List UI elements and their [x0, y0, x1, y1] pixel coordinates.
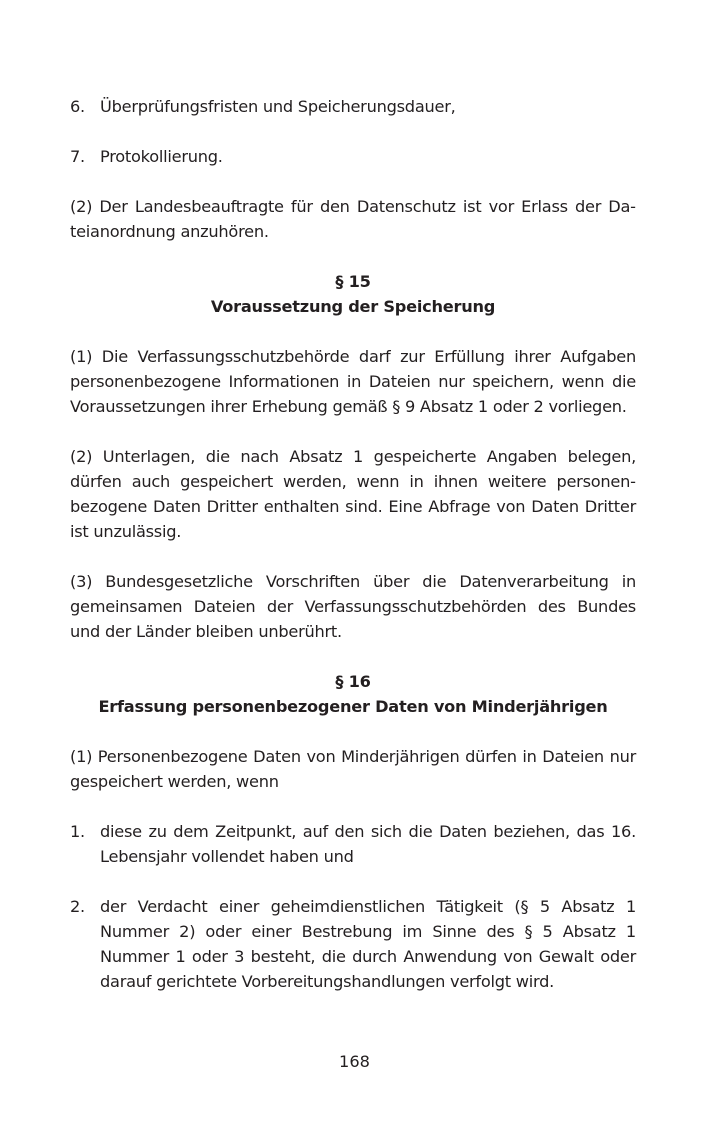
paragraph: (1) Die Verfassungsschutzbehörde darf zur Erfüllung ihrer Aufgaben personenbezogene Informationen in Dateien nur speichern, wenn die Voraussetzungen ihrer Erhebung gemäß § 9 Absatz 1 oder 2 vorliegen. — [70, 347, 636, 416]
list-item — [70, 94, 636, 119]
page-body — [70, 94, 636, 1019]
paragraph: (1) Personenbezogene Daten von Minderjährigen dürfen in Dateien nur gespeichert werden, wenn — [70, 747, 636, 791]
list-text: diese zu dem Zeitpunkt, auf den sich die Daten beziehen, das 16. Lebensjahr vollendet haben und — [100, 822, 636, 866]
list-item — [70, 894, 636, 994]
list-text: Protokollierung. — [100, 147, 223, 166]
list-item — [70, 819, 636, 869]
section-heading — [70, 269, 636, 319]
paragraph: (2) Der Landesbeauftragte für den Datenschutz ist vor Erlass der Dateianordnung anzuhören. — [70, 197, 636, 241]
list-text: der Verdacht einer geheimdienstlichen Tätigkeit (§ 5 Absatz 1 Nummer 2) oder einer Bestrebung im Sinne des § 5 Absatz 1 Nummer 1 oder 3 besteht, die durch Anwendung von Gewalt oder darauf gerichtete Vorbereitungshandlungen verfolgt wird. — [100, 897, 636, 991]
section-number: § 16 — [335, 672, 371, 691]
paragraph: (2) Unterlagen, die nach Absatz 1 gespeicherte Angaben belegen, dürfen auch gespeichert werden, wenn in ihnen weitere personenbezogene Daten Dritter enthalten sind. Eine Abfrage von Daten Dritter ist unzulässig. — [70, 447, 636, 541]
list-text: Überprüfungsfristen und Speicherungsdauer, — [100, 97, 456, 116]
list-number: 6. — [70, 97, 85, 116]
page-number: 168 — [339, 1052, 370, 1071]
section-number: § 15 — [335, 272, 371, 291]
section-heading — [70, 669, 636, 719]
paragraph: (3) Bundesgesetzliche Vorschriften über die Datenverarbeitung in gemeinsamen Dateien der Verfassungsschutzbehörden des Bundes und der Länder bleiben unberührt. — [70, 572, 636, 641]
section-title: Erfassung personenbezogener Daten von Minderjährigen — [98, 697, 608, 716]
list-number: 2. — [70, 897, 85, 916]
section-title: Voraussetzung der Speicherung — [210, 297, 496, 316]
list-item — [70, 144, 636, 169]
list-number: 7. — [70, 147, 85, 166]
list-number: 1. — [70, 822, 85, 841]
